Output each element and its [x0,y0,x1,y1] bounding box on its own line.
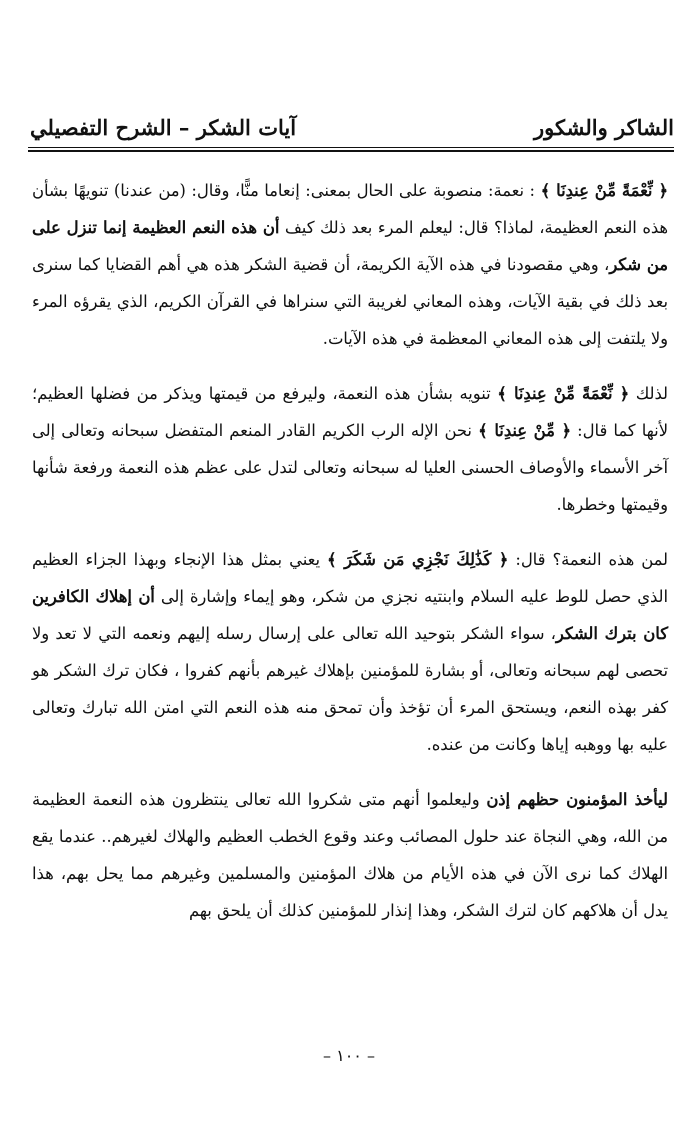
text-run: يعني بمثل هذا الإنجاء وبهذا الجزاء العظيم الذي حصل للوط عليه السلام وابنتيه نجزي من شكر، وهو إيماء وإشارة إلى [32,550,669,606]
quran-quote: ﴿ كَذَٰلِكَ نَجْزِي مَن شَكَرَ ﴾ [327,550,509,569]
header-chapter-title: آيات الشكر – الشرح التفصيلي [30,115,297,140]
text-run: ، وهي مقصودنا في هذه الآية الكريمة، أن قضية الشكر هذه هي أهم القضايا كما سنرى بعد ذلك في بقية الآيات، وهذه المعاني لغريبة التي سنراها في القرآن الكريم، الذي يقرؤه المرء ولا يلتفت إلى هذه المعاني المعظمة في هذه الآيات. [32,255,668,348]
running-header [30,104,674,140]
quran-quote: ﴿ نِّعْمَةً مِّنْ عِندِنَا ﴾ [497,384,630,403]
paragraph-4 [32,781,668,929]
header-rule-thin [28,147,674,148]
text-run: لمن هذه النعمة؟ قال: [508,550,668,569]
bold-text: أن هذه النعم العظيمة إنما تنزل على من شكر [32,218,668,274]
quran-quote: ﴿ مِّنْ عِندِنَا ﴾ [478,421,571,440]
body-text [32,172,668,947]
quran-quote: ﴿ نِّعْمَةً مِّنْ عِندِنَا ﴾ [540,181,669,200]
text-run: : نعمة: منصوبة على الحال بمعنى: إنعاما منًّا، وقال: (من عندنا) تنويهًا بشأن هذه النعم العظيمة، لماذا؟ قال: ليعلم المرء بعد ذلك كيف [32,181,668,237]
paragraph-3 [32,541,668,763]
paragraph-1 [32,172,668,357]
page-number: – ١٠٠ – [323,1046,375,1065]
paragraph-2 [32,375,668,523]
header-book-title: الشاكر والشكور [534,115,674,140]
header-rule-thick [28,150,674,152]
text-run: نحن الإله الرب الكريم القادر المنعم المتفضل سبحانه وتعالى إلى آخر الأسماء والأوصاف الحسنى العليا له سبحانه وتعالى لتدل على عظم هذه النعمة ورفعة شأنها وقيمتها وخطرها. [32,421,668,514]
bold-text: ليأخذ المؤمنون حظهم إذن [486,790,669,809]
bold-text: أن إهلاك الكافرين كان بترك الشكر [32,587,668,643]
text-run: تنويه بشأن هذه النعمة، وليرفع من قيمتها ويذكر من فضلها العظيم؛ لأنها كما قال: [32,384,668,440]
text-run: ، سواء الشكر بتوحيد الله تعالى على إرسال رسله إليهم ونعمه التي لا تعد ولا تحصى لهم سبحانه وتعالى، أو بشارة للمؤمنين بإهلاك غيرهم بأنهم كفروا ، فكان ترك الشكر هو كفر بهذه النعم، ويستحق المرء أن تؤخذ وأن تمحق منه هذه النعم التي امتن الله تبارك وتعالى عليه بها ووهبه إياها وكانت من عنده. [32,624,668,754]
text-run: وليعلموا أنهم متى شكروا الله تعالى ينتظرون هذه النعمة العظيمة من الله، وهي النجاة عند حلول المصائب وعند وقوع الخطب العظيم والهلاك لغيرهم.. عندما يقع الهلاك كما نرى الآن في هذه الأيام من هلاك المؤمنين والمسلمين وغيرهم مما يحل بهم، هذا يدل أن هلاكهم كان لترك الشكر، وهذا إنذار للمؤمنين كذلك أن يلحق بهم [32,790,668,920]
text-run: لذلك [629,384,668,403]
